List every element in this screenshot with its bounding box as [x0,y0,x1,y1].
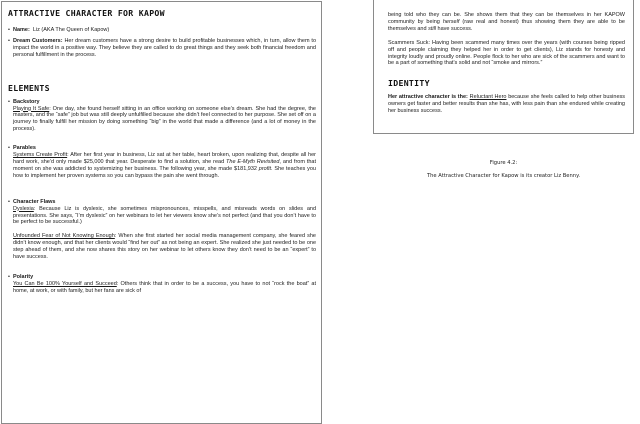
flaw1-link: Dyslexia [13,205,34,212]
flaw2-paragraph [13,233,316,261]
polarity-label: Polarity [13,273,34,280]
name-line [13,27,316,34]
backstory-paragraph [13,106,316,134]
customers-text: Her dream customers have a strong desire to build profitable businesses which, in turn, allow them to impact the world in a positive way. They believe they are called to do great things and they seek both financial freedom and personal fulfillment in the process. [13,37,317,58]
bullet-dot: • [8,145,10,152]
cont-herself: herself [442,18,460,25]
identity-label: Her attractive character is the: [388,94,468,101]
polarity-continued [388,12,625,33]
parables-profit: profit [258,165,272,172]
flaw1-paragraph [13,206,316,227]
parables-paragraph [13,152,316,180]
elements-heading: ELEMENTS [8,82,50,93]
polarity-bullet [8,274,316,295]
figure-caption [373,160,634,180]
scammers-paragraph: Scammers Suck: Having been scammed many times over the years (with courses being ripped off and people claiming they helped her in order to get clients), Liz stands for honesty and integrity loudly and proudly online. People flock to her who are sick of the scammers and want to be a part of something that’s solid and not “smoke and mirrors.” [388,39,625,67]
customers-paragraph [13,38,316,59]
cont-text-b: (raw real and honest) thus showing them they are able to be themselves and [388,18,625,32]
bullet-dot: • [8,273,10,280]
flaw2-link: Unfounded Fear of Not Knowing Enough [13,233,115,240]
parables-bullet [8,145,316,180]
identity-heading: IDENTITY [388,78,430,89]
bullet-dot: • [8,37,10,44]
flaw1-text: : Because Liz is dyslexic, she sometimes mispronounces, misspells, and misreads words on slides and presentations. She says, “I’m dyslexic” on her webinars to let her viewers know she’s not perfect (and that you don’t have to be perfect to be successful.) [13,205,316,226]
identity-paragraph [388,94,625,115]
parables-text-b: , and from that moment on she was addicted to systemizing her business. The following year, she made $181,932 [13,158,317,172]
identity-text: because she feels called to help other business owners get faster and better results than she has, with less pain than she endured while creating her business success. [388,94,626,115]
cont-still: still [428,25,437,32]
cont-text-a: being told who they can be. She shows them that they can be themselves in her KAPOW community by being [388,12,625,25]
polarity-text: : Others think that in order to be a success, you have to not “rock the boat” at home, at work, or with family, but her fans are sick of [13,280,316,294]
parables-link: Systems Create Profit [13,152,68,159]
name-bullet [8,27,316,34]
identity-link: Reluctant Hero [469,94,507,101]
cont-text-c: have success. [436,25,473,32]
polarity-link: You Can Be 100% Yourself and Succeed [13,280,117,287]
backstory-text: : One day, she found herself sitting in an office working on someone else’s dream. She had the degree, the masters, and the “safe” job but was still deeply unfulfilled because she didn’t feel connected to her purpose. She set off on a journey to finally fulfill her mission by doing something “big” in the world that made a difference (and a lot of money in the process). [13,105,316,133]
bullet-dot: • [8,27,10,33]
name-value: Liz (AKA The Queen of Kapow) [32,27,110,33]
right-panel [373,0,634,134]
customers-bullet [8,38,316,59]
parables-text-a: : After her first year in business, Liz sat at her table, heart broken, upon realizing that, despite all her hard work, she’d only made $25,000 that year. Desperate to find a solution, she read [13,152,316,165]
backstory-bullet [8,99,316,134]
flaw2-text: : When she first started her social media management company, she feared she didn’t know enough, and that her clients would “find her out” as not being an expert. She realized she just needed to be one step ahead of them, and she now shares this story on her webinar to let others know they don’t need to be an “expert” to have success. [13,233,316,261]
name-label: Name: [13,27,30,33]
flaws-label: Character Flaws [13,198,56,205]
backstory-label: Backstory [13,98,40,105]
flaws-bullet [8,199,316,261]
caption-text: The Attractive Character for Kapow is its creator Liz Benny. [426,173,581,179]
left-panel [1,1,322,424]
polarity-paragraph [13,281,316,295]
parables-label: Parables [13,145,36,152]
parables-text-c: . She teaches you how to implement her proven systems so you can bypass the pain she went through. [13,165,316,179]
backstory-link: Playing It Safe [13,105,50,112]
main-heading: ATTRACTIVE CHARACTER FOR KAPOW [8,8,165,18]
figure-number: Figure 4.2: [489,160,518,166]
parables-book: The E-Myth Revisited [226,158,280,165]
bullet-dot: • [8,198,10,205]
customers-label: Dream Customers: [13,37,63,44]
bullet-dot: • [8,98,10,105]
